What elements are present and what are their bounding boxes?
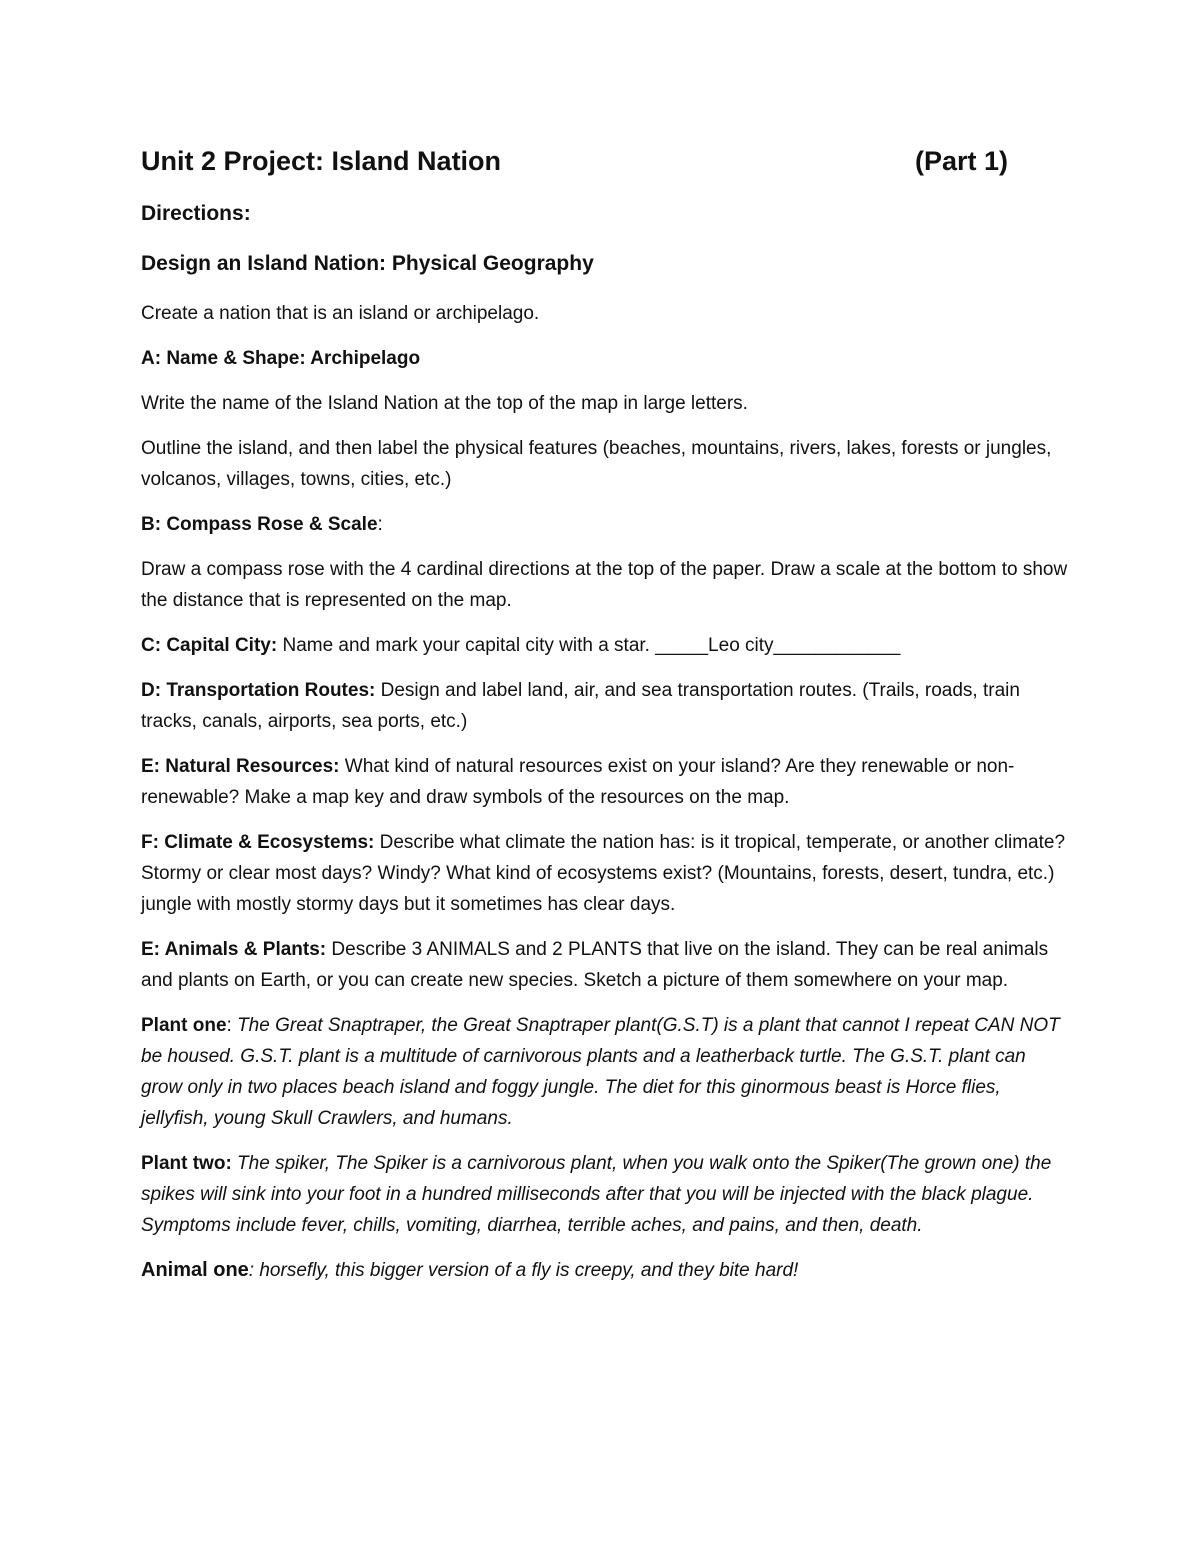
section-d-paragraph [141,675,1071,737]
section-a-line1 [141,388,1071,419]
title-row [141,140,1071,184]
section-a-heading [141,343,1071,374]
section-d-text: Design and label land, air, and sea transportation routes. (Trails, roads, train tracks, canals, airports, sea ports, etc.) [141,680,1020,732]
plant-one-colon: : [226,1015,232,1036]
section-a-label: A: Name & Shape: Archipelago [141,348,421,369]
section-e-label: E: Natural Resources: [141,756,340,777]
section-b-heading [141,509,1071,540]
section-e2-text: Describe 3 ANIMALS and 2 PLANTS that live on the island. They can be real animals and plants on Earth, or you can create new species. Sketch a picture of them somewhere on your map. [141,939,1049,991]
animal-one-paragraph [141,1255,1071,1286]
plant-two-label: Plant two: [141,1153,232,1174]
directions-heading: Directions: [141,202,251,225]
section-e2-label: E: Animals & Plants: [141,939,327,960]
section-c-text: Name and mark your capital city with a star. _____Leo city____________ [277,635,901,656]
section-b-paragraph [141,554,1071,616]
plant-one-paragraph [141,1010,1071,1134]
section-f-label: F: Climate & Ecosystems: [141,832,375,853]
section-d-label: D: Transportation Routes: [141,680,376,701]
part-label: (Part 1) [915,146,1009,176]
section-subheading: Design an Island Nation: Physical Geography [141,252,594,275]
section-a-line2 [141,433,1071,495]
plant-two-paragraph [141,1148,1071,1241]
section-c-label: C: Capital City: [141,635,278,656]
section-b-colon: : [377,514,383,535]
section-e-text: What kind of natural resources exist on your island? Are they renewable or non-renewable? Make a map key and draw symbols of the resources on the map. [141,756,1015,808]
plant-two-text: The spiker, The Spiker is a carnivorous plant, when you walk onto the Spiker(The grown one) the spikes will sink into your foot in a hundred milliseconds after that you will be injected with the black plague. Symptoms include fever, chills, vomiting, diarrhea, terrible aches, and pains, and then, death. [141,1153,1052,1236]
plant-one-text: The Great Snaptraper, the Great Snaptraper plant(G.S.T) is a plant that cannot I repeat CAN NOT be housed. G.S.T. plant is a multitude of carnivorous plants and a leatherback turtle. The G.S.T. plant can grow only in two places beach island and foggy jungle. The diet for this ginormous beast is Horce flies, jellyfish, young Skull Crawlers, and humans. [141,1015,1060,1129]
plant-one-label: Plant one [141,1015,227,1036]
document-title: Unit 2 Project: Island Nation [141,146,502,176]
section-c-paragraph [141,630,1071,661]
section-e2-paragraph [141,934,1071,996]
section-a-text2: Outline the island, and then label the physical features (beaches, mountains, rivers, lakes, forests or jungles, volcanos, villages, towns, cities, etc.) [141,438,1052,490]
section-e-paragraph [141,751,1071,813]
animal-one-label: Animal one [141,1259,249,1281]
section-a-text1: Write the name of the Island Nation at the top of the map in large letters. [141,393,748,414]
intro-text: Create a nation that is an island or archipelago. [141,303,540,324]
section-f-text: Describe what climate the nation has: is it tropical, temperate, or another climate? Stormy or clear most days? Windy? What kind of ecosystems exist? (Mountains, forests, desert, tundra, etc.) jungle with mostly stormy days but it sometimes has clear days. [141,832,1066,915]
document-page [141,140,1071,1300]
section-f-paragraph [141,827,1071,920]
intro-paragraph [141,298,1071,329]
section-b-text: Draw a compass rose with the 4 cardinal directions at the top of the paper. Draw a scale at the bottom to show the distance that is represented on the map. [141,559,1068,611]
section-b-label: B: Compass Rose & Scale [141,514,378,535]
animal-one-text: : horsefly, this bigger version of a fly is creepy, and they bite hard! [248,1260,799,1281]
